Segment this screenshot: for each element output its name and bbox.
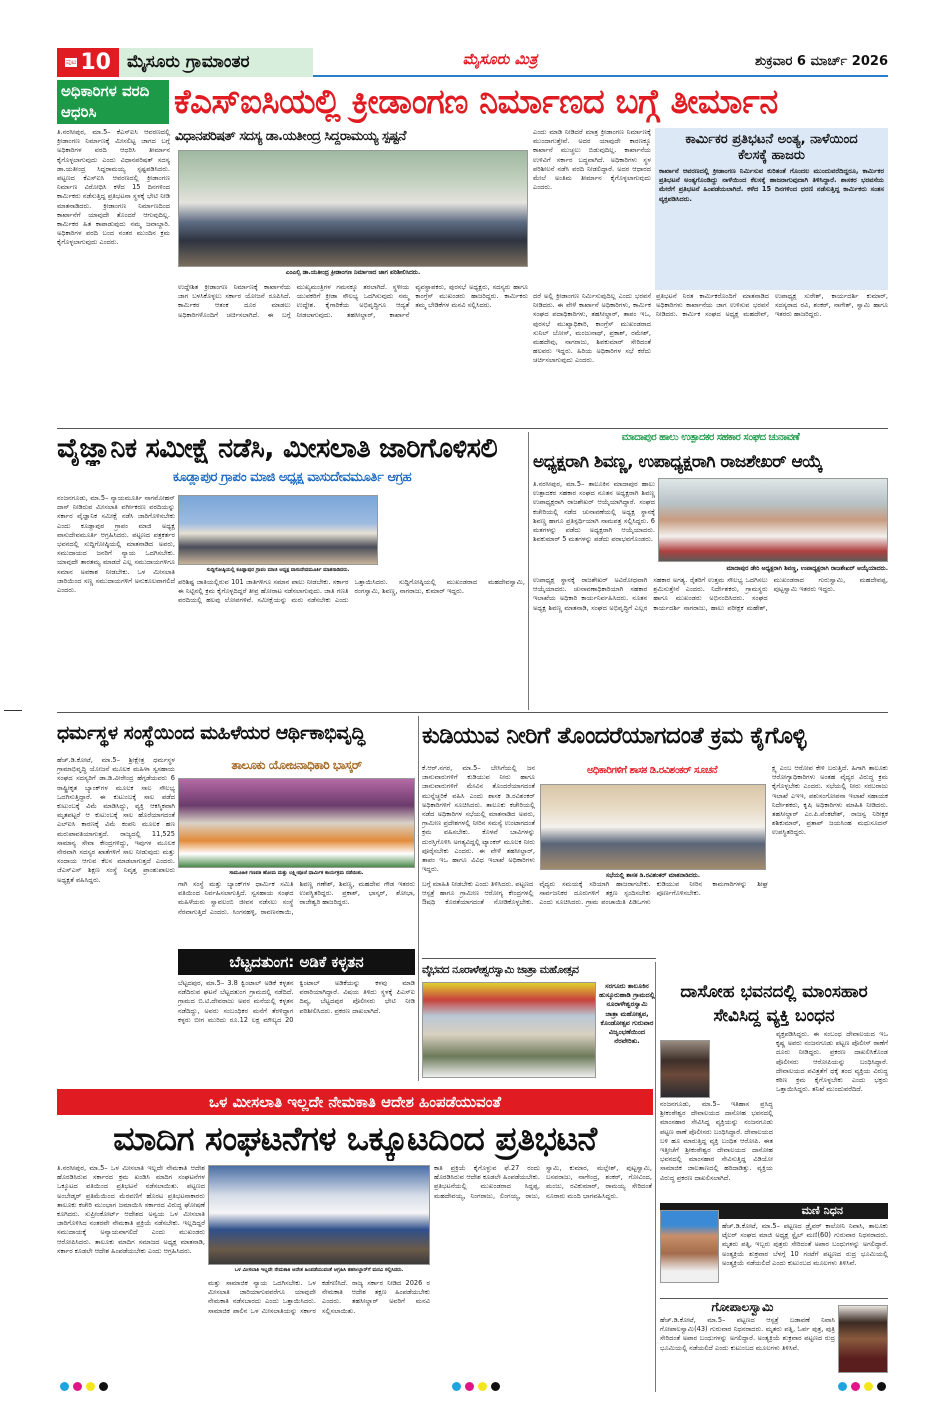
article-body: ದರೆ ಅಲ್ಲಿ ಕ್ರೀಡಾಂಗಣ ನಿರ್ಮಿಸುವುದಿಲ್ಲ ಎಂದು ಭರವಸೆ ನೀಡಿದರು. ಈ ವೇಳೆ ಕಾರ್ಖಾನೆ ಅಧಿಕಾರಿಗಳು, ಕಾರ್ಮಿಕ ಸಂಘದ ಪದಾಧಿಕಾರಿಗಳು, ತಹಸೀಲ್ದಾರ್, ತಾಪಂ ಇಒ, ಪುರಸಭೆ ಮುಖ್ಯಾಧಿಕಾರಿ, ಕಾಂಗ್ರೆಸ್ ಮುಖಂಡರಾದ ಸುನಿಲ್ ಬೋಸ್, ಮಂಜುನಾಥ್, ಪ್ರಕಾಶ್, ರಮೇಶ್, ಮಹದೇವು, ನಾಗರಾಜು, ಶಿವಕುಮಾರ್ ಸೇರಿದಂತೆ ಹಲವರು ಇದ್ದರು. ಹಿರಿಯ ಅಧಿಕಾರಿಗಳ ಸಭೆ ಕರೆದು ಚರ್ಚಿಸಲಾಗುವುದು ಎಂದರು. — [533, 292, 651, 365]
headline: ವೈಭವದ ನೂರಾಳೇಶ್ವರಸ್ವಾಮಿ ಜಾತ್ರಾ ಮಹೋತ್ಸವ — [422, 964, 579, 976]
obituary-name: ಮಣಿ ನಿಧನ — [801, 1204, 843, 1217]
protest-photo — [208, 1165, 430, 1265]
page-number-box — [57, 48, 119, 77]
photo-caption: ಎಂಎಲ್ಸಿ ಡಾ.ಯತೀಂದ್ರ ಕ್ರೀಡಾಂಗಣ ನಿರ್ಮಾಣದ ಜಾಗ ಪರಿಶೀಲಿಸಿದರು. — [285, 269, 421, 276]
photo-side-text: ಸರಗೂರು ತಾಲೂಕಿನ ಹುಸ್ಕೂರುಹಾಡಿ ಗ್ರಾಮದಲ್ಲಿ ನೂರಾಳೇಶ್ವರಸ್ವಾಮಿ ಜಾತ್ರಾ ಮಹೋತ್ಸವ, ಕೊಂಡೋತ್ಸವ ಗುರುವಾರ ವಿಜೃಂಭಣೆಯಿಂದ ನೆರವೇರಿತು. — [599, 982, 655, 1046]
sidebar-headline: ಕಾರ್ಮಿಕರ ಪ್ರತಿಭಟನೆ ಅಂತ್ಯ, ನಾಳೆಯಿಂದ ಕೆಲಸಕ್ಕೆ ಹಾಜರು — [685, 132, 858, 163]
article-body: ಹೆಚ್.ಡಿ.ಕೋಟೆ, ಮಾ.5– ಶ್ರೀಕ್ಷೇತ್ರ ಧರ್ಮಸ್ಥಳ ಗ್ರಾಮಾಭಿವೃದ್ಧಿ ಯೋಜನೆ ಮೂಲಕ ಮಹಿಳಾ ಸ್ವಸಹಾಯ ಸಂಘದ ಸದಸ್ಯರಿಗೆ ಡಾ.ಡಿ.ವೀರೇಂದ್ರ ಹೆಗ್ಗಡೆಯವರು 6 ರಾಷ್ಟ್ರೀಕೃತ ಬ್ಯಾಂಕ್‌ಗಳ ಮೂಲಕ ಸಾಲ ಸೌಲಭ್ಯ ಒದಗಿಸುತ್ತಿದ್ದಾರೆ. ಈ ಕುಟುಂಬಕ್ಕೆ ಸಾಲ ಪಡೆದ ಕುಟುಂಬಕ್ಕೆ ವಿಮೆ ಮಾಡಿಸಿದ್ದು, ವ್ಯಕ್ತಿ ಆಕಸ್ಮಿಕವಾಗಿ ಮೃತಪಟ್ಟರೆ ಆ ಕುಟುಂಬಕ್ಕೆ ಸಾಲ ಹೊರೆಯಾಗದಂತೆ ಎಲ್ಐಸಿ ಕಾರಣಕ್ಕೆ ವಿಮೆ ಕಂಪನಿ ಮೂಲಕ ಹಣ ಮರುಪಾವತಿಯಾಗುತ್ತದೆ. ರಾಜ್ಯದಲ್ಲಿ 11,525 ಸಾಮಾನ್ಯ ಸೇವಾ ಕೇಂದ್ರಗಳಿದ್ದು, ಇವುಗಳ ಮೂಲಕ ನೇರವಾಗಿ ಸದಸ್ಯರ ಖಾತೆಗಳಿಗೆ ಸಾಲ ನೀಡುವುದು ಮತ್ತು ಸಂದಾಯ ಆಗುವ ಕೆಲಸ ಮಾಡಲಾಗುತ್ತದೆ ಎಂದರು. ಜೆಎಸ್ಎಸ್ ಶಿಕ್ಷಣ ಸಂಸ್ಥೆ ನಿವೃತ್ತ ಪ್ರಾಂಶುಪಾಲರು ಅಧ್ಯಕ್ಷತೆ ವಹಿಸಿದ್ದರು. — [57, 756, 175, 884]
article-body: ಬಗ್ಗೆ ಮಾಹಿತಿ ನೀಡಬೇಕು ಎಂದು ತಿಳಿಸಿದರು. ಪಟ್ಟಣದ ಆಸ್ಪತ್ರೆ ಹಾಗೂ ಗ್ರಾಮೀಣ ಆರೋಗ್ಯ ಕೇಂದ್ರಗಳಲ್ಲಿ ಔಷಧಿ ಕೊರತೆಯಾಗದಂತೆ ನೋಡಿಕೊಳ್ಳಬೇಕು. ವೈದ್ಯರು ಸಮಯಕ್ಕೆ ಸರಿಯಾಗಿ ಹಾಜರಾಗಬೇಕು. ಸಾರ್ವಜನಿಕರ ದೂರುಗಳಿಗೆ ತಕ್ಷಣ ಸ್ಪಂದಿಸಬೇಕು ಎಂದು ಸೂಚಿಸಿದರು. ಗ್ರಾಮ ಪಂಚಾಯಿತಿ ಪಿಡಿಒಗಳು ಕುಡಿಯುವ ನೀರಿನ ಕಾಮಗಾರಿಗಳನ್ನು ಶೀಘ್ರ ಪೂರ್ಣಗೊಳಿಸಬೇಕು. — [422, 880, 768, 907]
issue-date: ಶುಕ್ರವಾರ 6 ಮಾರ್ಚ್ 2026 — [754, 54, 888, 69]
lead-photo — [178, 150, 528, 267]
page-prefix: ಪುಟ — [66, 58, 77, 66]
article-body: ಉಪಾಧ್ಯಕ್ಷ ಸ್ಥಾನಕ್ಕೆ ರಾಜಶೇಖರ್ ಅವಿರೋಧವಾಗಿ ಆಯ್ಕೆಯಾದರು. ಚುನಾವಣಾಧಿಕಾರಿಯಾಗಿ ಸಹಕಾರ ಇಲಾಖೆಯ ಅಧಿಕಾರಿ ಕಾರ್ಯನಿರ್ವಹಿಸಿದರು. ನೂತನ ಅಧ್ಯಕ್ಷ ಶಿವಣ್ಣ ಮಾತನಾಡಿ, ಸಂಘದ ಅಭಿವೃದ್ಧಿಗೆ ಎಲ್ಲರ ಸಹಕಾರ ಅಗತ್ಯ. ರೈತರಿಗೆ ಉತ್ತಮ ಸೌಲಭ್ಯ ಒದಗಿಸಲು ಶ್ರಮಿಸುತ್ತೇನೆ ಎಂದರು. ನಿರ್ದೇಶಕರು, ಗ್ರಾಮಸ್ಥರು ಹಾಗೂ ಮುಖಂಡರು ಅಭಿನಂದಿಸಿದರು. ಸಂಘದ ಕಾರ್ಯದರ್ಶಿ ನಾಗರಾಜು, ಹಾಲು ಪರೀಕ್ಷಕ ಮಹೇಶ್, ಮುಖಂಡರಾದ ಗುರುಸ್ವಾಮಿ, ಮಹದೇವಪ್ಪ, ಪುಟ್ಟಸ್ವಾಮಿ ಇತರರು ಇದ್ದರು. — [533, 576, 888, 612]
article-body: ಉದ್ದೇಶಿತ ಕ್ರೀಡಾಂಗಣ ನಿರ್ಮಾಣಕ್ಕೆ ಕಾರ್ಖಾನೆಯ ಜಾಗ ಬಳಸಿಕೊಳ್ಳಲು ಸರ್ಕಾರ ಯೋಜನೆ ರೂಪಿಸಿದೆ. ಕಾರ್ಮಿಕರ ಆತಂಕ ದೂರ ಮಾಡಲು ಅಧಿಕಾರಿಗಳೊಂದಿಗೆ ಚರ್ಚಿಸಲಾಗಿದೆ. ಈ ಬಗ್ಗೆ ಮುಖ್ಯಮಂತ್ರಿಗಳ ಗಮನಕ್ಕೂ ತರಲಾಗಿದೆ. ಸ್ಥಳೀಯ ಯುವಕರಿಗೆ ಕ್ರೀಡಾ ಸೌಲಭ್ಯ ಒದಗಿಸುವುದು ನಮ್ಮ ಉದ್ದೇಶ. ಕೈಗಾರಿಕೆಯ ಅಭಿವೃದ್ಧಿಗೂ ಆದ್ಯತೆ ನೀಡಲಾಗುವುದು. ತಹಸೀಲ್ದಾರ್, ಕಾರ್ಖಾನೆ ವ್ಯವಸ್ಥಾಪಕರು, ಪುರಸಭೆ ಅಧ್ಯಕ್ಷರು, ಸದಸ್ಯರು ಹಾಗೂ ಕಾಂಗ್ರೆಸ್ ಮುಖಂಡರು ಹಾಜರಿದ್ದರು. ಕಾರ್ಮಿಕರು ತಮ್ಮ ಬೇಡಿಕೆಗಳ ಮನವಿ ಸಲ್ಲಿಸಿದರು. — [178, 283, 528, 319]
section-title: ಮೈಸೂರು ಗ್ರಾಮಾಂತರ — [119, 48, 313, 77]
article-body: ತಿ.ನರಸೀಪುರ, ಮಾ.5– ಒಳ ಮೀಸಲಾತಿ ಇಲ್ಲದೇ ನೇಮಕಾತಿ ಆದೇಶ ಹೊರಡಿಸಿರುವ ಸರ್ಕಾರದ ಕ್ರಮ ಖಂಡಿಸಿ ಮಾದಿಗ ಸಂಘಟನೆಗಳ ಒಕ್ಕೂಟದ ವತಿಯಿಂದ ಪ್ರತಿಭಟನೆ ನಡೆಸಲಾಯಿತು. ಪಟ್ಟಣದ ಅಂಬೇಡ್ಕರ್ ಪ್ರತಿಮೆಯಿಂದ ಮೆರವಣಿಗೆ ಹೊರಟ ಪ್ರತಿಭಟನಾಕಾರರು ತಾಲೂಕು ಕಚೇರಿ ಮುಂಭಾಗ ಜಮಾಯಿಸಿ ಸರ್ಕಾರದ ವಿರುದ್ಧ ಘೋಷಣೆ ಕೂಗಿದರು. ಸುಪ್ರೀಂಕೋರ್ಟ್ ಆದೇಶದ ಅನ್ವಯ ಒಳ ಮೀಸಲಾತಿ ಜಾರಿಗೊಳಿಸಿದ ನಂತರವೇ ನೇಮಕಾತಿ ಪ್ರಕ್ರಿಯೆ ನಡೆಸಬೇಕು. ಇಲ್ಲದಿದ್ದರೆ ಸಮುದಾಯಕ್ಕೆ ಅನ್ಯಾಯವಾಗಲಿದೆ ಎಂದು ಮುಖಂಡರು ಆರೋಪಿಸಿದರು. ತಾಲೂಕು ಮಾದಿಗ ಸಮಾಜದ ಅಧ್ಯಕ್ಷ ಮಾತನಾಡಿ, ಸರ್ಕಾರ ಕೂಡಲೇ ಆದೇಶ ಹಿಂಪಡೆಯಬೇಕು ಎಂದು ಆಗ್ರಹಿಸಿದರು. — [57, 1164, 205, 1255]
color-registration-marks — [838, 1376, 890, 1395]
article-body: ಕೆ.ಆರ್.ನಗರ, ಮಾ.5– ಬೇಸಿಗೆಯಲ್ಲಿ ಜನ ಜಾನುವಾರುಗಳಿಗೆ ಕುಡಿಯುವ ನೀರು ಹಾಗೂ ಜಾನುವಾರುಗಳಿಗೆ ಮೇವಿನ ತೊಂದರೆಯಾಗದಂತೆ ಮುನ್ನೆಚ್ಚರಿಕೆ ವಹಿಸಿ ಎಂದು ಶಾಸಕ ಡಿ.ರವಿಶಂಕರ್ ಅಧಿಕಾರಿಗಳಿಗೆ ಸೂಚಿಸಿದರು. ತಾಲೂಕು ಕಚೇರಿಯಲ್ಲಿ ನಡೆದ ಅಧಿಕಾರಿಗಳ ಸಭೆಯಲ್ಲಿ ಮಾತನಾಡಿದ ಅವರು, ಗ್ರಾಮೀಣ ಪ್ರದೇಶಗಳಲ್ಲಿ ನೀರಿನ ಸಮಸ್ಯೆ ಉಂಟಾಗದಂತೆ ಕ್ರಮ ವಹಿಸಬೇಕು. ಕೊಳವೆ ಬಾವಿಗಳನ್ನು ದುರಸ್ತಿಗೊಳಿಸಿ ಅಗತ್ಯವಿದ್ದಲ್ಲಿ ಟ್ಯಾಂಕರ್ ಮೂಲಕ ನೀರು ಪೂರೈಸಬೇಕು ಎಂದರು. ಈ ವೇಳೆ ತಹಸೀಲ್ದಾರ್, ತಾಪಂ ಇಒ ಹಾಗೂ ವಿವಿಧ ಇಲಾಖೆ ಅಧಿಕಾರಿಗಳು ಇದ್ದರು. — [422, 764, 535, 874]
divider — [528, 432, 529, 710]
divider — [660, 1298, 888, 1299]
banner-text: ಒಳ ಮೀಸಲಾತಿ ಇಲ್ಲದೇ ನೇಮಕಾತಿ ಆದೇಶ ಹಿಂಪಡೆಯುವಂತೆ — [209, 1093, 501, 1111]
headline: ಮಾದಿಗ ಸಂಘಟನೆಗಳ ಒಕ್ಕೂಟದಿಂದ ಪ್ರತಿಭಟನೆ — [113, 1119, 597, 1158]
subhead: ಅಧಿಕಾರಿಗಳಿಗೆ ಶಾಸಕ ಡಿ.ರವಿಶಂಕರ್ ಸೂಚನೆ — [586, 765, 718, 776]
headline: ವೈಜ್ಞಾನಿಕ ಸಮೀಕ್ಷೆ ನಡೆಸಿ, ಮೀಸಲಾತಿ ಜಾರಿಗೊಳಿಸಲಿ — [57, 433, 498, 464]
headline: ದಾಸೋಹ ಭವನದಲ್ಲಿ ಮಾಂಸಹಾರ ಸೇವಿಸಿದ್ದ ವ್ಯಕ್ತಿ ಬಂಧನ — [680, 982, 868, 1026]
obituary-body: ಹೆಚ್.ಡಿ.ಕೋಟೆ, ಮಾ.5– ಪಟ್ಟಣದ ಆಸ್ಪತ್ರೆ ಬಡಾವಣೆ ನಿವಾಸಿ ಗೋಪಾಲಸ್ವಾಮಿ(43) ಗುರುವಾರ ನಿಧನರಾದರು. ಮೃತರು ಪತ್ನಿ, ಓರ್ವ ಪುತ್ರ, ಪುತ್ರಿ ಸೇರಿದಂತೆ ಅಪಾರ ಬಂಧುಗಳನ್ನು ಅಗಲಿದ್ದಾರೆ. ಅಂತ್ಯಕ್ರಿಯೆ ಶುಕ್ರವಾರ ಪಟ್ಟಣದ ರುದ್ರ ಭೂಮಿಯಲ್ಲಿ ನಡೆಯಲಿದೆ ಎಂದು ಕುಟುಂಬದ ಮೂಲಗಳು ತಿಳಿಸಿವೆ. — [660, 1316, 835, 1352]
red-banner — [57, 1089, 653, 1115]
article-body: ಕಾತಿ ಪ್ರಕ್ರಿಯೆ ಕೈಗೊಳ್ಳುವ ಫೆ.27 ರಂದು ಹೊರಡಿಸಿರುವ ಆದೇಶ ಕೂಡಲೇ ಹಿಂಪಡೆಯಬೇಕು. ಪ್ರತಿಭಟನೆಯಲ್ಲಿ ಮುಖಂಡರಾದ ಸಿದ್ದಪ್ಪ, ಮಹದೇವಯ್ಯ, ನಿಂಗರಾಜು, ಲಿಂಗಯ್ಯ, ರಾಜು, ಸ್ವಾಮಿ, ಕುಮಾರ, ಮಲ್ಲೇಶ್, ಪುಟ್ಟಸ್ವಾಮಿ, ಬಸವರಾಜು, ನಾಗೇಂದ್ರ, ಶಂಕರ್, ಗೋವಿಂದ, ಮಂಜು, ರವಿಕುಮಾರ್, ರಾಮಯ್ಯ ಸೇರಿದಂತೆ ನೂರಾರು ಮಂದಿ ಭಾಗವಹಿಸಿದ್ದರು. — [434, 1164, 652, 1200]
header-rule — [313, 75, 888, 77]
obituary-photo — [838, 1305, 888, 1373]
jatra-photo — [422, 982, 596, 1078]
article-body: ಕ್ಷ್ಯ ಎಂಬ ಆರೋಪ ಕೇಳಿ ಬರುತ್ತಿದೆ. ಹಿಗಾಗಿ ತಾಲೂಕು ಆರೋಗ್ಯಾಧಿಕಾರಿಗಳು ಅಂತಹ ವೈದ್ಯರ ವಿರುದ್ಧ ಕ್ರಮ ಕೈಗೊಳ್ಳಬೇಕು ಎಂದರು. ಸಭೆಯಲ್ಲಿ ನೀರು ಸರಬರಾಜು ಇಲಾಖೆ ಎಇಇ, ಪಶುಸಂಗೋಪನಾ ಇಲಾಖೆ ಸಹಾಯಕ ನಿರ್ದೇಶಕರು, ಕೃಷಿ ಅಧಿಕಾರಿಗಳು ಮಾಹಿತಿ ನೀಡಿದರು. ತಹಸೀಲ್ದಾರ್ ಎಂ.ಪಿ.ವೆಂಕಟೇಶ್, ರಾಜಸ್ವ ನಿರೀಕ್ಷಕ ಶಶಿಕುಮಾರ್, ಪ್ರತಾಪ್ ಜಯಸಿಂಹ ಮಧುಸೂದನ್ ಉಪಸ್ಥಿತರಿದ್ದರು. — [772, 764, 888, 837]
color-registration-marks — [60, 1376, 112, 1395]
article-body: ಎಂದು ಮಾಡಿ ನೀಡಿದರೆ ಮಾತ್ರ ಕ್ರೀಡಾಂಗಣ ನಿರ್ಮಾಣಕ್ಕೆ ಮುಂದಾಗುತ್ತೇವೆ. ಅದರ ಯಾವುದೇ ಕಾರಣಕ್ಕೂ ಕಾರ್ಖಾನೆ ಮುಚ್ಚಲು ಬಿಡುವುದಿಲ್ಲ. ಕಾರ್ಖಾನೆಯ ಉಳಿವಿಗೆ ಸರ್ಕಾರ ಬದ್ಧವಾಗಿದೆ. ಅಧಿಕಾರಿಗಳು ಸ್ಥಳ ಪರಿಶೀಲನೆ ನಡೆಸಿ ವರದಿ ನೀಡಲಿದ್ದಾರೆ. ಅದರ ಆಧಾರದ ಮೇಲೆ ಅಂತಿಮ ತೀರ್ಮಾನ ಕೈಗೊಳ್ಳಲಾಗುವುದು ಎಂದರು. — [533, 128, 651, 192]
divider — [655, 962, 656, 1392]
divider — [422, 958, 656, 959]
theft-headline-box — [178, 949, 415, 975]
photo-caption: ಸಭೆಯಲ್ಲಿ ಶಾಸಕ ಡಿ.ರವಿಶಂಕರ್ ಮಾತನಾಡಿದರು. — [605, 872, 701, 879]
subhead: ತಾಲೂಕು ಯೋಜನಾಧಿಕಾರಿ ಭಾಸ್ಕರ್ — [231, 758, 362, 772]
article-body: ಪ್ರತಿಭಟನೆ ನಿರತ ಕಾರ್ಮಿಕರೊಂದಿಗೆ ಮಾತನಾಡಿದ ಅಧಿಕಾರಿಗಳು ಕಾರ್ಖಾನೆಯ ಜಾಗ ಉಳಿಸುವ ಭರವಸೆ ನೀಡಿದರು. ಕಾರ್ಮಿಕ ಸಂಘದ ಅಧ್ಯಕ್ಷ ಮಹದೇವ್, ಉಪಾಧ್ಯಕ್ಷ ಸುರೇಶ್, ಕಾರ್ಯದರ್ಶಿ ಕುಮಾರ್, ಸದಸ್ಯರಾದ ರವಿ, ಶಂಕರ್, ನಾಗೇಶ್, ಸ್ವಾಮಿ ಹಾಗೂ ಇತರರು ಹಾಜರಿದ್ದರು. — [656, 292, 888, 319]
subhead: ಕೂಡ್ಲಾಪುರ ಗ್ರಾಪಂ ಮಾಜಿ ಅಧ್ಯಕ್ಷ ವಾಸುದೇವಮೂರ್ತಿ ಆಗ್ರಹ — [172, 470, 412, 485]
headline: ಧರ್ಮಸ್ಥಳ ಸಂಸ್ಥೆಯಿಂದ ಮಹಿಳೆಯರ ಆರ್ಥಿಕಾಭಿವೃದ್ಧಿ — [57, 722, 365, 744]
divider — [418, 716, 419, 1081]
photo-caption: ಸಾಮೂಹಿಕ ಗಣಪತಿ ಹೋಮ ಮತ್ತು ಲಕ್ಷ್ಮೀಪೂಜೆ ಧಾರ್ಮಿಕ ಕಾರ್ಯಕ್ರಮ ನಡೆಯಿತು. — [229, 870, 364, 876]
lead-subhead: ವಿಧಾನಪರಿಷತ್ ಸದಸ್ಯ ಡಾ.ಯತೀಂದ್ರ ಸಿದ್ದರಾಮಯ್ಯ ಸ್ಪಷ್ಟನೆ — [175, 129, 406, 144]
photo-caption: ಸುದ್ದಿಗೋಷ್ಠಿಯಲ್ಲಿ ಕೂಡ್ಲಾಪುರ ಗ್ರಾಪಂ ಮಾಜಿ ಅಧ್ಯಕ್ಷ ವಾಸುದೇವಮೂರ್ತಿ ಮಾತನಾಡಿದರು. — [206, 567, 350, 573]
article-body: ವ್ಯಕ್ತಪಡಿಸಿದ್ದರು. ಈ ಸಂಬಂಧ ದೇವಾಲಯದ ಇಒ ಕೃಷ್ಣ ಅವರು ನಂಜನಗೂಡು ಪಟ್ಟಣ ಪೊಲೀಸ್ ಠಾಣೆಗೆ ದೂರು ನೀಡಿದ್ದರು. ಪ್ರಕರಣ ದಾಖಲಿಸಿಕೊಂಡ ಪೊಲೀಸರು ಆರೋಪಿಯನ್ನು ಬಂಧಿಸಿದ್ದಾರೆ. ದೇವಾಲಯದ ಪವಿತ್ರತೆಗೆ ಧಕ್ಕೆ ತಂದ ವ್ಯಕ್ತಿಯ ವಿರುದ್ಧ ಕಠಿಣ ಕ್ರಮ ಕೈಗೊಳ್ಳಬೇಕು ಎಂದು ಭಕ್ತರು ಒತ್ತಾಯಿಸಿದ್ದರು. ತನಿಖೆ ಮುಂದುವರೆದಿದೆ. — [776, 1030, 888, 1094]
article-body: ತಿ.ನರಸೀಪುರ, ಮಾ.5– ತಾಲೂಕಿನ ಮಾದಾಪುರ ಹಾಲು ಉತ್ಪಾದಕರ ಸಹಕಾರ ಸಂಘದ ನೂತನ ಅಧ್ಯಕ್ಷರಾಗಿ ಶಿವಣ್ಣ ಉಪಾಧ್ಯಕ್ಷರಾಗಿ ರಾಜಶೇಖರ್ ಆಯ್ಕೆಯಾಗಿದ್ದಾರೆ. ಸಂಘದ ಕಚೇರಿಯಲ್ಲಿ ನಡೆದ ಚುನಾವಣೆಯಲ್ಲಿ ಅಧ್ಯಕ್ಷ ಸ್ಥಾನಕ್ಕೆ ಶಿವಣ್ಣ ಹಾಗೂ ಪ್ರತಿಸ್ಪರ್ಧಿಯಾಗಿ ನಾಮಪತ್ರ ಸಲ್ಲಿಸಿದ್ದರು. 6 ಮತಗಳನ್ನು ಪಡೆದು ಅಧ್ಯಕ್ಷರಾಗಿ ಆಯ್ಕೆಯಾದರು. ಶಿವಕುಮಾರ್ 5 ಮತಗಳನ್ನು ಪಡೆದು ಪರಾಭವಗೊಂಡರು. — [533, 480, 655, 544]
crop-mark — [4, 710, 22, 711]
press-meet-photo — [178, 495, 378, 565]
article-body: ಗಾಗಿ ಸಂಸ್ಥೆ ಮತ್ತು ಬ್ಯಾಂಕ್‌ಗಳ ಧಾರ್ಮಿಕ ಸಮಿತಿ ವತಿಯಿಂದ ನಿರ್ವಹಿಸಲಾಗುತ್ತಿದೆ. ಸ್ವಸಹಾಯ ಸಂಘದ ಮಹಿಳೆಯರು ಸ್ವಾವಲಂಬಿ ಜೀವನ ನಡೆಸಲು ಸಂಸ್ಥೆ ನೆರವಾಗುತ್ತಿದೆ ಎಂದರು. ಸಿಂಗನಹಳ್ಳಿ, ರಾವಣನಕಾಯಿ, ಶಿವಣ್ಣ ಗಣೇಶ್, ಶಿವಣ್ಣ, ಮಹದೇವ ಗೌಡ ಇತರರು ಉಪಸ್ಥಿತರಿದ್ದರು. ಪ್ರಕಾಶ್, ಭಾಸ್ಕರ್, ಶೋಭಾ, ರಾಜೇಶ್ವರಿ ಹಾಜರಿದ್ದರು. — [178, 880, 415, 916]
kicker: ಮಾದಾಪುರ ಹಾಲು ಉತ್ಪಾದಕರ ಸಹಕಾರ ಸಂಘದ ಚುನಾವಣೆ — [621, 432, 800, 443]
theft-headline: ಬೆಟ್ಟದತುಂಗ: ಅಡಿಕೆ ಕಳ್ಳತನ — [229, 953, 364, 971]
sidebar-box — [655, 128, 888, 290]
article-body: ನಂಜನಗೂಡು, ಮಾ.5– ನ್ಯಾಯಮೂರ್ತಿ ನಾಗಮೋಹನ್ ದಾಸ್ ನೀಡಿರುವ ಮೀಸಲಾತಿ ವರ್ಗೀಕರಣ ವರದಿಯನ್ನು ಸರ್ಕಾರ ವೈಜ್ಞಾನಿಕ ಸಮೀಕ್ಷೆ ನಡೆಸಿ ಜಾರಿಗೊಳಿಸಬೇಕು ಎಂದು ಕೂಡ್ಲಾಪುರ ಗ್ರಾಪಂ ಮಾಜಿ ಅಧ್ಯಕ್ಷ ವಾಸುದೇವಮೂರ್ತಿ ಆಗ್ರಹಿಸಿದರು. ಪಟ್ಟಣದ ಪತ್ರಕರ್ತರ ಭವನದಲ್ಲಿ ಸುದ್ದಿಗೋಷ್ಠಿಯಲ್ಲಿ ಮಾತನಾಡಿದ ಅವರು, ಸಮುದಾಯದ ಜನರಿಗೆ ನ್ಯಾಯ ಒದಗಿಸಬೇಕು. ಯಾವುದೇ ತಾರತಮ್ಯ ಮಾಡದೆ ಎಲ್ಲ ಸಮುದಾಯಗಳಿಗೂ ಸಮಾನ ಅವಕಾಶ ನೀಡಬೇಕು. ಒಳ ಮೀಸಲಾತಿ ಜಾರಿಯಿಂದ ಸಣ್ಣ ಸಮುದಾಯಗಳಿಗೆ ಅನುಕೂಲವಾಗಲಿದೆ ಎಂದರು. — [57, 494, 175, 595]
lead-headline: ಕೆಎಸ್ಐಸಿಯಲ್ಲಿ ಕ್ರೀಡಾಂಗಣ ನಿರ್ಮಾಣದ ಬಗ್ಗೆ ತೀರ್ಮಾನ — [174, 82, 778, 122]
sidebar-body: ಕಾರ್ಖಾನೆ ಆವರಣದಲ್ಲಿ ಕ್ರೀಡಾಂಗಣ ನಿರ್ಮಿಸುವ ಕುರಿತಂತೆ ಗೊಂದಲ ಮುಂದುವರೆದಿದ್ದರೂ, ಕಾರ್ಮಿಕರ ಪ್ರತಿಭಟನೆ ಅಂತ್ಯಗೊಂಡಿದ್ದು ನಾಳೆಯಿಂದ ಕೆಲಸಕ್ಕೆ ಹಾಜರಾಗುವುದಾಗಿ ತಿಳಿಸಿದ್ದಾರೆ. ಶಾಸಕರ ಭರವಸೆಯ ಮೇರೆಗೆ ಪ್ರತಿಭಟನೆ ಹಿಂಪಡೆಯಲಾಗಿದೆ. ಕಳೆದ 15 ದಿನಗಳಿಂದ ಧರಣಿ ನಡೆಸುತ್ತಿದ್ದ ಕಾರ್ಮಿಕರು ಸಂತಸ ವ್ಯಕ್ತಪಡಿಸಿದರು. — [659, 167, 884, 203]
color-registration-marks — [452, 1376, 504, 1395]
headline: ಕುಡಿಯುವ ನೀರಿಗೆ ತೊಂದರೆಯಾಗದಂತೆ ಕ್ರಮ ಕೈಗೊಳ್ಳಿ — [422, 723, 806, 749]
obituary-name: ಗೋಪಾಲಸ್ವಾಮಿ — [711, 1300, 774, 1314]
story-tag: ಅಧಿಕಾರಿಗಳ ವರದಿ ಆಧರಿಸಿ — [57, 80, 169, 124]
page-number: 10 — [80, 50, 111, 75]
masthead-logo: ಮೈಸೂರು ಮಿತ್ರ — [462, 50, 538, 68]
article-body: ನಂಜನಗೂಡು, ಮಾ.5– ಇತಿಹಾಸ ಪ್ರಸಿದ್ಧ ಶ್ರೀಕಂಠೇಶ್ವರ ದೇವಾಲಯದ ದಾಸೋಹ ಭವನದಲ್ಲಿ ಮಾಂಸಹಾರ ಸೇವಿಸಿದ್ದ ವ್ಯಕ್ತಿಯನ್ನು ನಂಜನಗೂಡು ಪಟ್ಟಣ ಠಾಣೆ ಪೊಲೀಸರು ಬಂಧಿಸಿದ್ದಾರೆ. ದೇವಾಲಯದ ಬಳಿ ಹೂ ಮಾರುತ್ತಿದ್ದ ವ್ಯಕ್ತಿ ಬಂಧಿತ ಆರೋಪಿ. ಈತ ಇತ್ತೀಚೆಗೆ ಶ್ರೀಕಂಠೇಶ್ವರ ದೇವಾಲಯದ ದಾಸೋಹ ಭವನದಲ್ಲಿ ಮಾಂಸಹಾರ ಸೇವಿಸುತ್ತಿದ್ದ ವಿಡಿಯೋ ಸಾಮಾಜಿಕ ಜಾಲತಾಣದಲ್ಲಿ ಹರಿದಾಡಿತ್ತು. ವ್ಯಕ್ತಿಯ ವಿರುದ್ಧ ಪ್ರಕರಣ ದಾಖಲಿಸಲಾಗಿದೆ. — [660, 1100, 773, 1182]
photo-caption: ಒಳ ಮೀಸಲಾತಿ ಇಲ್ಲದೇ ನೇಮಕಾತಿ ಆದೇಶ ಹಿಂಪಡೆಯುವಂತೆ ಆಗ್ರಹಿಸಿ ತಹಸೀಲ್ದಾರ್‌ಗೆ ಮನವಿ ಸಲ್ಲಿಸಿದರು. — [234, 1267, 404, 1273]
article-body: ಪರಿಶಿಷ್ಟ ಜಾತಿಯಲ್ಲಿರುವ 101 ಜಾತಿಗಳಿಗೂ ಸಮಾನ ಪಾಲು ನೀಡಬೇಕು. ಸರ್ಕಾರ ಈ ನಿಟ್ಟಿನಲ್ಲಿ ಕ್ರಮ ಕೈಗೊಳ್ಳದಿದ್ದರೆ ತೀವ್ರ ಹೋರಾಟ ನಡೆಸಲಾಗುವುದು. ಜಾತಿ ಗಣತಿ ವರದಿಯಲ್ಲಿ ಹಲವು ಲೋಪಗಳಿವೆ. ಸಮೀಕ್ಷೆಯನ್ನು ಮರು ನಡೆಸಬೇಕು ಎಂದು ಒತ್ತಾಯಿಸಿದರು. ಸುದ್ದಿಗೋಷ್ಠಿಯಲ್ಲಿ ಮುಖಂಡರಾದ ಮಹದೇವಸ್ವಾಮಿ, ರಂಗಸ್ವಾಮಿ, ಶಿವಣ್ಣ, ನಾಗರಾಜು, ಕುಮಾರ್ ಇದ್ದರು. — [178, 578, 525, 605]
article-body: ಮತ್ತು ಸಾಮಾಜಿಕ ನ್ಯಾಯ ಒದಗಿಸಬೇಕು. ಒಳ ಮೀಸಲಾತಿ ಜಾರಿಯಾಗುವವರೆಗೂ ಯಾವುದೇ ನೇಮಕಾತಿ ನಡೆಸಬಾರದು ಎಂದು ಒತ್ತಾಯಿಸಿದರು. ಸಾಮಾಜಿಕ ಪಾಲಿನ ಒಳ ಮೀಸಲಾತಿಯನ್ನು ಸರ್ಕಾರ ಕಡೆಗಣಿಸಿದೆ. ರಾಜ್ಯ ಸರ್ಕಾರ ನೀಡಿದ 2026 ರ ನೇಮಕಾತಿ ಆದೇಶ ತಕ್ಷಣ ಹಿಂಪಡೆಯಬೇಕು ಎಂದರು. ತಹಸೀಲ್ದಾರ್ ಅವರಿಗೆ ಮನವಿ ಸಲ್ಲಿಸಲಾಯಿತು. — [208, 1279, 430, 1315]
divider — [57, 428, 888, 429]
dharmasthala-event-photo — [178, 778, 415, 868]
dairy-election-photo — [658, 478, 888, 562]
meeting-photo — [540, 784, 766, 870]
headline: ಅಧ್ಯಕ್ಷರಾಗಿ ಶಿವಣ್ಣ, ಉಪಾಧ್ಯಕ್ಷರಾಗಿ ರಾಜಶೇಖರ್ ಆಯ್ಕೆ — [533, 452, 823, 472]
photo-caption: ಮಾದಾಪುರ ಡೇರಿ ಅಧ್ಯಕ್ಷರಾಗಿ ಶಿವಣ್ಣ, ಉಪಾಧ್ಯಕ್ಷರಾಗಿ ರಾಜಶೇಖರ್ ಆಯ್ಕೆಯಾದರು. — [726, 565, 888, 572]
divider — [57, 712, 888, 713]
article-body: ತಿ.ನರಸೀಪುರ, ಮಾ.5– ಕೆಎಸ್ಐಸಿ ಆವರಣದಲ್ಲಿ ಕ್ರೀಡಾಂಗಣ ನಿರ್ಮಾಣಕ್ಕೆ ಮೀಸಲಿಟ್ಟ ಜಾಗದ ಬಗ್ಗೆ ಅಧಿಕಾರಿಗಳ ವರದಿ ಆಧರಿಸಿ ತೀರ್ಮಾನ ಕೈಗೊಳ್ಳಲಾಗುವುದು ಎಂದು ವಿಧಾನಪರಿಷತ್ ಸದಸ್ಯ ಡಾ.ಯತೀಂದ್ರ ಸಿದ್ದರಾಮಯ್ಯ ಸ್ಪಷ್ಟಪಡಿಸಿದರು. ಪಟ್ಟಣದ ಕೆಎಸ್ಐಸಿ ಆವರಣದಲ್ಲಿ ಕ್ರೀಡಾಂಗಣ ನಿರ್ಮಾಣ ವಿರೋಧಿಸಿ ಕಳೆದ 15 ದಿನಗಳಿಂದ ಕಾರ್ಮಿಕರು ನಡೆಸುತ್ತಿದ್ದ ಪ್ರತಿಭಟನಾ ಸ್ಥಳಕ್ಕೆ ಭೇಟಿ ನೀಡಿ ಮಾತನಾಡಿದರು. ಕ್ರೀಡಾಂಗಣ ನಿರ್ಮಾಣದಿಂದ ಕಾರ್ಖಾನೆಗೆ ಯಾವುದೇ ತೊಂದರೆ ಆಗುವುದಿಲ್ಲ. ಕಾರ್ಮಿಕರ ಹಿತ ಕಾಪಾಡುವುದು ನಮ್ಮ ಜವಾಬ್ದಾರಿ. ಅಧಿಕಾರಿಗಳ ವರದಿ ಬಂದ ನಂತರ ಮುಂದಿನ ಕ್ರಮ ಕೈಗೊಳ್ಳಲಾಗುವುದು ಎಂದರು. — [57, 128, 170, 247]
obituary-body: ಹೆಚ್.ಡಿ.ಕೋಟೆ, ಮಾ.5– ಪಟ್ಟಣದ ಡ್ರೈವರ್ ಕಾಲೋನಿ ನಿವಾಸಿ, ತಾಲೂಕು ಟೈಲರ್ ಸಂಘದ ಮಾಜಿ ಅಧ್ಯಕ್ಷ ಸ್ಟೈಲ್ ಮಣಿ(60) ಗುರುವಾರ ನಿಧನರಾದರು. ಮೃತರು ಪತ್ನಿ, ಇಬ್ಬರು ಪುತ್ರರು ಸೇರಿದಂತೆ ಅಪಾರ ಬಂಧುಗಳನ್ನು ಅಗಲಿದ್ದಾರೆ. ಅಂತ್ಯಕ್ರಿಯೆ ಶುಕ್ರವಾರ ಬೆಳಗ್ಗೆ 10 ಗಂಟೆಗೆ ಪಟ್ಟಣದ ರುದ್ರ ಭೂಮಿಯಲ್ಲಿ ಅಂತ್ಯಕ್ರಿಯೆ ನಡೆಯಲಿದೆ ಎಂದು ಕುಟುಂಬದ ಮೂಲಗಳು ತಿಳಿಸಿವೆ. — [722, 1222, 888, 1267]
obituary-photo — [660, 1210, 719, 1283]
article-body: ಬೆಟ್ಟದಪುರ, ಮಾ.5– 3.8 ಕ್ವಿಂಟಾಲ್ ಅಡಿಕೆ ಕಳ್ಳತನ ನಡೆದಿರುವ ಘಟನೆ ಬೆಟ್ಟದತುಂಗ ಗ್ರಾಮದಲ್ಲಿ ನಡೆದಿದೆ. ಗ್ರಾಮದ ಬಿ.ಟಿ.ದೇವರಾಜು ಅವರ ಮನೆಯಲ್ಲಿ ಕಳ್ಳತನ ನಡೆದಿದ್ದು, ಅವರು ಸಂಬಂಧಿಕರ ಮನೆಗೆ ತೆರಳಿದ್ದಾಗ ಕಳ್ಳರು ಬೀಗ ಮುರಿದು ರೂ.12 ಲಕ್ಷ ಮೌಲ್ಯದ 20 ಕ್ವಿಂಟಾಲ್ ಅಡಿಕೆಯನ್ನು ಕಳವು ಮಾಡಿ ಪರಾರಿಯಾಗಿದ್ದಾರೆ. ವಿಷಯ ತಿಳಿದು ಸ್ಥಳಕ್ಕೆ ಪಿಎಸ್ಐ ದಿವ್ಯ, ಬೆಟ್ಟದಪುರ ಪೊಲೀಸರು ಭೇಟಿ ನೀಡಿ ಪರಿಶೀಲಿಸಿದರು. ಪ್ರಕರಣ ದಾಖಲಾಗಿದೆ. — [178, 979, 415, 1024]
